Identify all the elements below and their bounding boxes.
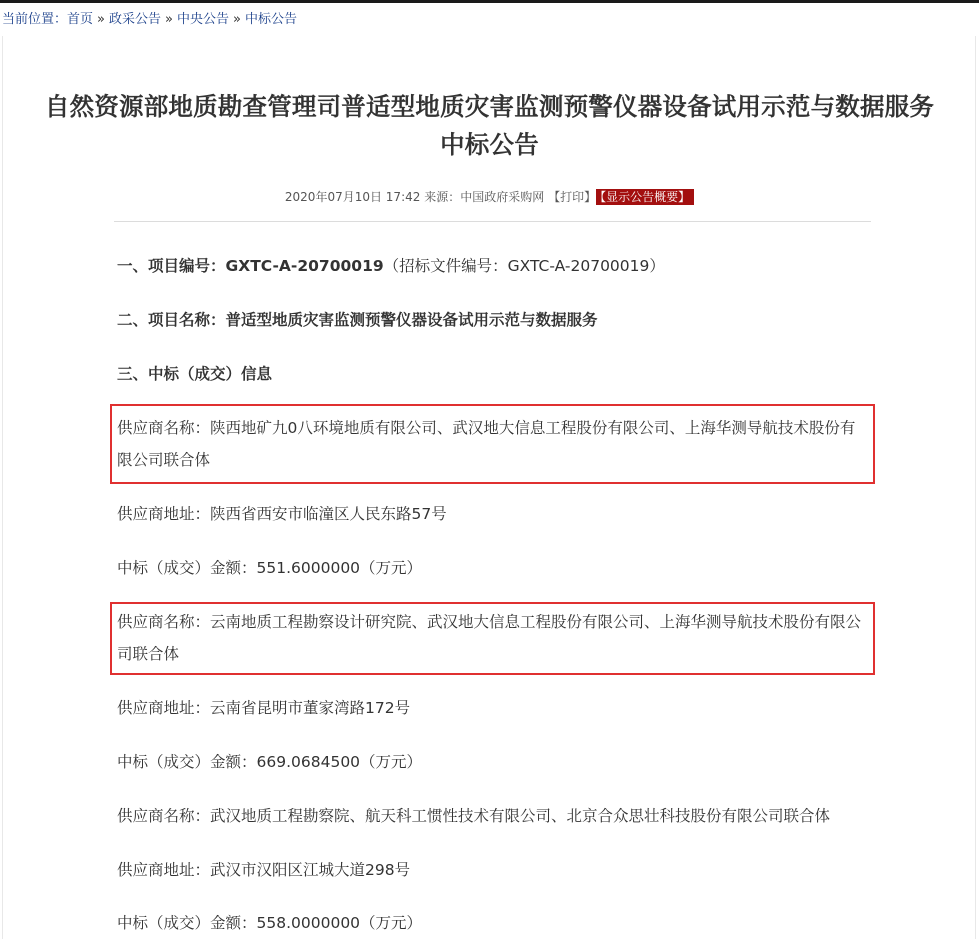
top-border [0,0,979,3]
supplier-2-address: 供应商地址：云南省昆明市董家湾路172号 [117,699,411,717]
page-title-line1: 自然资源部地质勘查管理司普适型地质灾害监测预警仪器设备试用示范与数据服务 [44,92,935,121]
breadcrumb-home-link[interactable]: 首页 [67,12,94,27]
supplier-3-name: 供应商名称：武汉地质工程勘察院、航天科工惯性技术有限公司、北京合众思壮科技股份有限公司联合体 [117,807,831,825]
page-title [0,88,979,164]
supplier-1-amount: 中标（成交）金额：551.6000000（万元） [117,559,423,577]
article-meta [0,188,979,205]
winner-info-heading: 三、中标（成交）信息 [117,365,273,383]
breadcrumb-separator: » [97,12,105,27]
project-number-line [117,250,877,282]
header-divider [114,221,871,222]
content-frame-right [975,36,976,939]
breadcrumb [2,8,297,27]
breadcrumb-lead: 当前位置： [2,12,68,27]
show-summary-button[interactable]: 【显示公告概要】 [596,189,694,205]
breadcrumb-central-link[interactable]: 中央公告 [176,12,229,27]
project-number: GXTC-A-20700019 [225,257,384,275]
breadcrumb-procurement-link[interactable]: 政采公告 [109,12,162,27]
supplier-2-name: 供应商名称：云南地质工程勘察设计研究院、武汉地大信息工程股份有限公司、上海华测导航技术股份有限公司联合体 [117,613,862,663]
publish-datetime: 2020年07月10日 17:42 [284,190,421,204]
article-source: 来源：中国政府采购网 [424,190,545,204]
supplier-1-address: 供应商地址：陕西省西安市临潼区人民东路57号 [117,505,447,523]
project-name-line [117,304,877,336]
page-title-line2: 中标公告 [440,130,539,159]
breadcrumb-separator: » [233,12,241,27]
print-link[interactable]: 【打印】 [548,190,597,204]
supplier-1-name: 供应商名称：陕西地矿九0八环境地质有限公司、武汉地大信息工程股份有限公司、上海华测导航技术股份有限公司联合体 [117,419,856,469]
breadcrumb-award-link[interactable]: 中标公告 [244,12,297,27]
content-frame-left [2,36,3,939]
project-name-label: 二、项目名称： [117,311,226,329]
supplier-2-amount: 中标（成交）金额：669.0684500（万元） [117,753,423,771]
breadcrumb-separator: » [165,12,173,27]
project-name: 普适型地质灾害监测预警仪器设备试用示范与数据服务 [225,311,598,329]
supplier-3-amount: 中标（成交）金额：558.0000000（万元） [117,914,423,932]
project-number-label: 一、项目编号： [117,257,226,275]
supplier-3-address: 供应商地址：武汉市汉阳区江城大道298号 [117,861,411,879]
bid-document-number: （招标文件编号：GXTC-A-20700019） [383,257,665,275]
